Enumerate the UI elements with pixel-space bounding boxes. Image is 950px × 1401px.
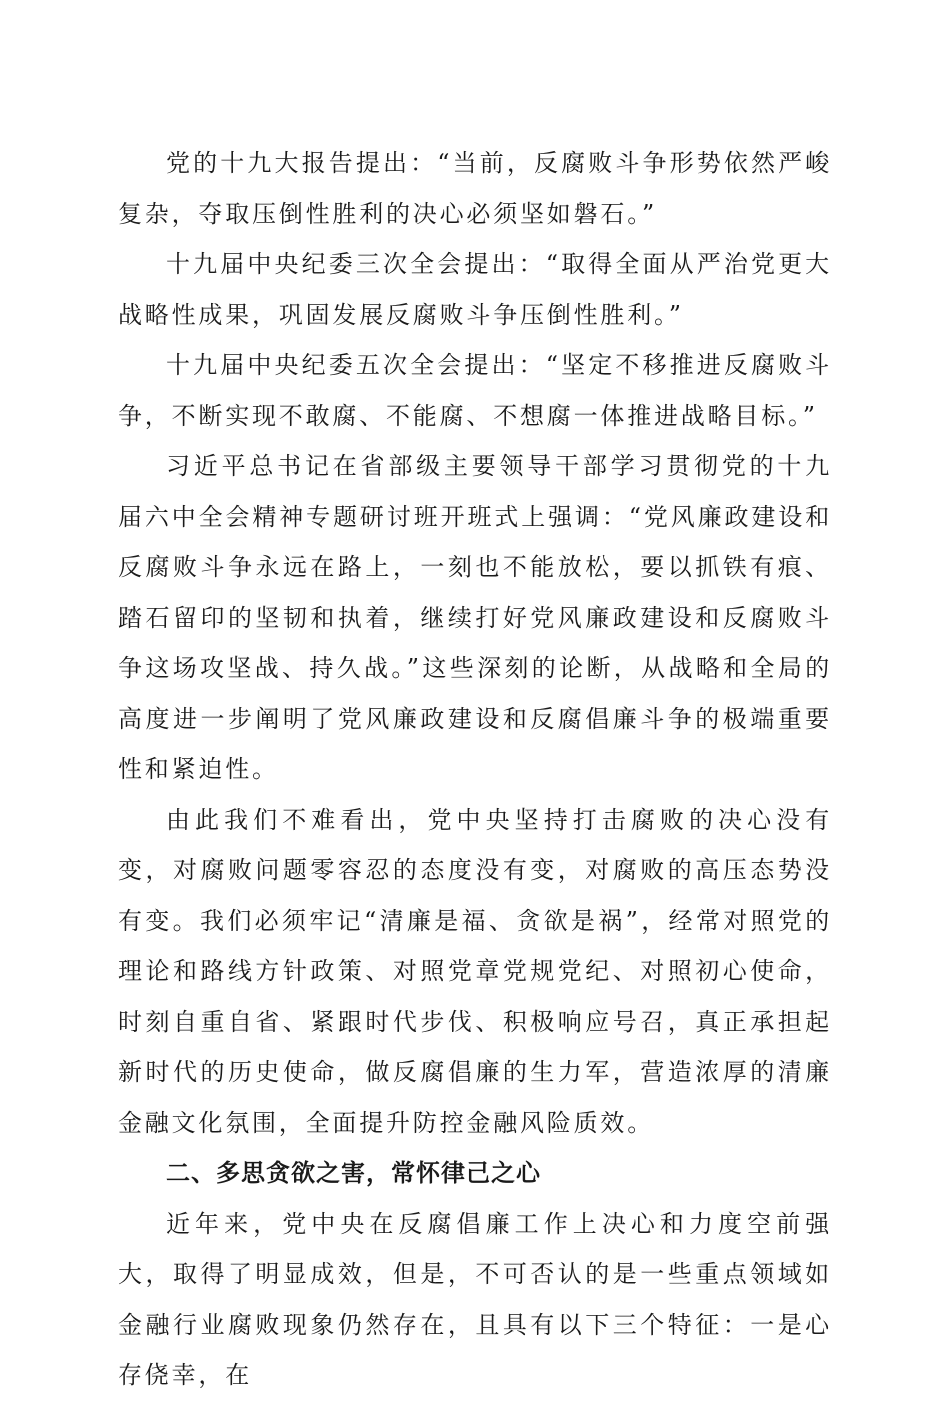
section-heading: 二、多思贪欲之害，常怀律己之心 [166,1159,541,1187]
document-body [118,138,832,1401]
paragraph-conclusion: 由此我们不难看出，党中央坚持打击腐败的决心没有变，对腐败问题零容忍的态度没有变，对腐败的高压态势没有变。我们必须牢记“清廉是福、贪欲是祸”，经常对照党的理论和路线方针政策、对照党章党规党纪、对照初心使命，时刻自重自省、紧跟时代步伐、积极响应号召，真正承担起新时代的历史使命，做反腐倡廉的生力军，营造浓厚的清廉金融文化氛围，全面提升防控金融风险质效。 [118,805,832,1137]
paragraph-general-secretary-speech: 习近平总书记在省部级主要领导干部学习贯彻党的十九届六中全会精神专题研讨班开班式上强调：“党风廉政建设和反腐败斗争永远在路上，一刻也不能放松，要以抓铁有痕、踏石留印的坚韧和执着，继续打好党风廉政建设和反腐败斗争这场攻坚战、持久战。”这些深刻的论断，从战略和全局的高度进一步阐明了党风廉政建设和反腐倡廉斗争的极端重要性和紧迫性。 [118,452,832,783]
paragraph-19th-congress-report: 党的十九大报告提出：“当前，反腐败斗争形势依然严峻复杂，夺取压倒性胜利的决心必须坚如磐石。” [118,149,832,228]
paragraph-fifth-plenary: 十九届中央纪委五次全会提出：“坚定不移推进反腐败斗争，不断实现不敢腐、不能腐、不想腐一体推进战略目标。” [118,351,832,430]
paragraph-section-two-intro: 近年来，党中央在反腐倡廉工作上决心和力度空前强大，取得了明显成效，但是，不可否认的是一些重点领域如金融行业腐败现象仍然存在，且具有以下三个特征：一是心存侥幸，在 [118,1209,832,1389]
paragraph-third-plenary: 十九届中央纪委三次全会提出：“取得全面从严治党更大战略性成果，巩固发展反腐败斗争压倒性胜利。” [118,250,832,329]
